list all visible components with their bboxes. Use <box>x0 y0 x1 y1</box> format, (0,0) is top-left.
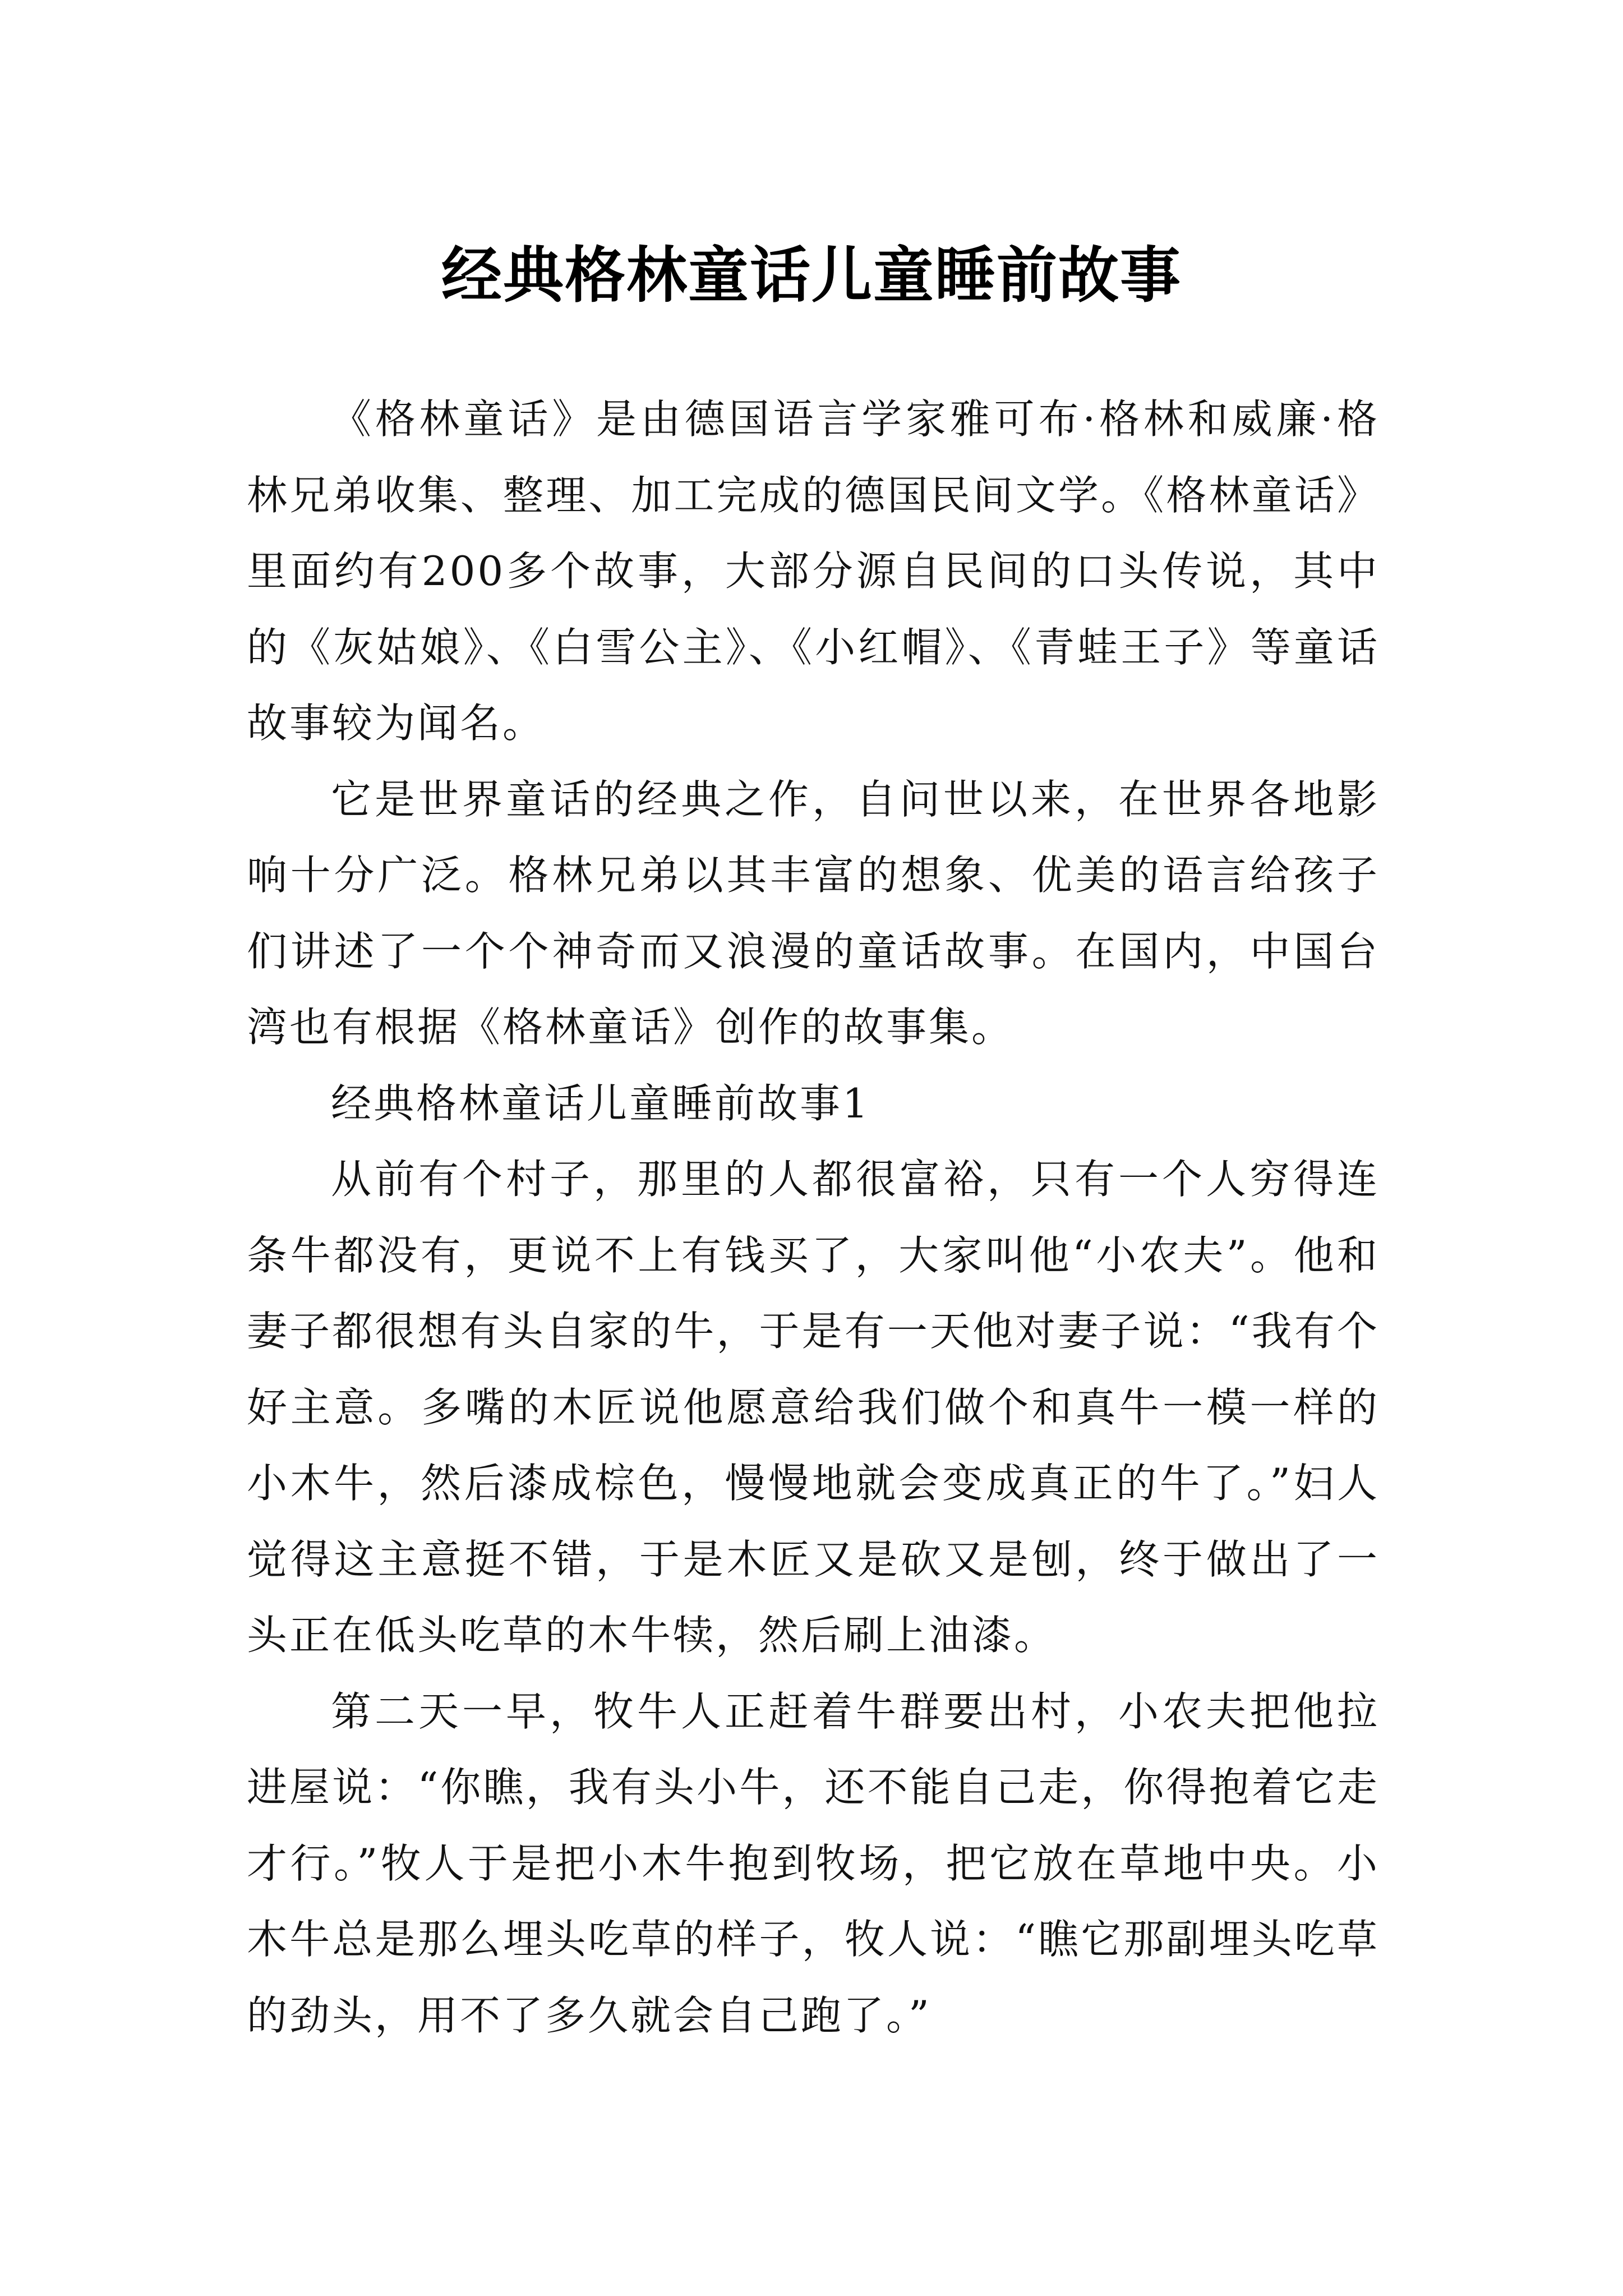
paragraph-story-2: 第二天一早，牧牛人正赶着牛群要出村，小农夫把他拉进屋说：“你瞧，我有头小牛，还不能自己走，你得抱着它走才行。”牧人于是把小木牛抱到牧场，把它放在草地中央。小木牛总是那么埋头吃草的样子，牧人说：“瞧它那副埋头吃草的劲头，用不了多久就会自己跑了。” <box>247 1687 1380 2039</box>
section-heading: 经典格林童话儿童睡前故事1 <box>331 1079 870 1127</box>
page-title: 经典格林童话儿童睡前故事 <box>441 241 1182 311</box>
document-body <box>247 381 1380 2054</box>
paragraph-influence: 它是世界童话的经典之作，自问世以来，在世界各地影响十分广泛。格林兄弟以其丰富的想象、优美的语言给孩子们讲述了一个个神奇而又浪漫的童话故事。在国内，中国台湾也有根据《格林童话》创作的故事集。 <box>247 775 1380 1051</box>
paragraph-story-1: 从前有个村子，那里的人都很富裕，只有一个人穷得连条牛都没有，更说不上有钱买了，大家叫他“小农夫”。他和妻子都很想有头自家的牛，于是有一天他对妻子说：“我有个好主意。多嘴的木匠说他愿意给我们做个和真牛一模一样的小木牛，然后漆成棕色，慢慢地就会变成真正的牛了。”妇人觉得这主意挺不错，于是木匠又是砍又是刨，终于做出了一头正在低头吃草的木牛犊，然后刷上油漆。 <box>247 1156 1380 1659</box>
paragraph-intro: 《格林童话》是由德国语言学家雅可布·格林和威廉·格林兄弟收集、整理、加工完成的德国民间文学。《格林童话》里面约有200多个故事，大部分源自民间的口头传说，其中的《灰姑娘》、《白雪公主》、《小红帽》、《青蛙王子》等童话故事较为闻名。 <box>247 395 1380 747</box>
